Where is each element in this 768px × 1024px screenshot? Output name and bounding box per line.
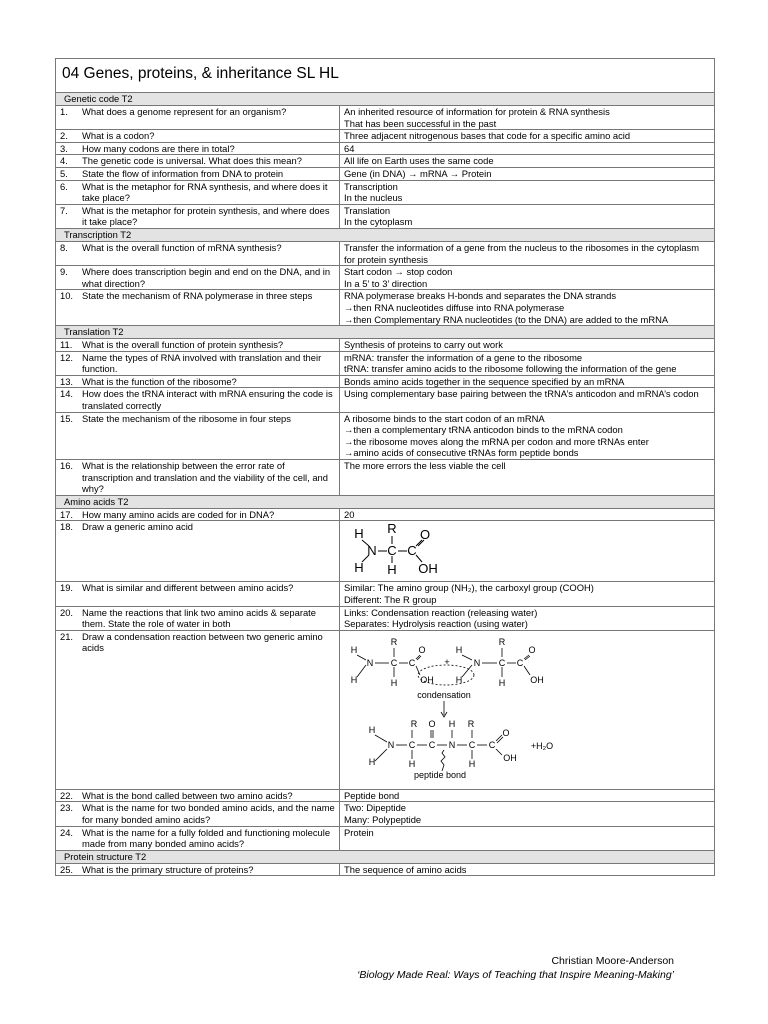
question-text: What is the overall function of protein synthesis? [82, 339, 284, 351]
answer-line: In the nucleus [344, 192, 403, 204]
svg-text:C: C [387, 543, 397, 559]
svg-text:C: C [488, 739, 496, 750]
question-number: 8. [60, 241, 68, 253]
question-text: Name the types of RNA involved with translation and their function. [82, 351, 322, 375]
question-cell [56, 826, 340, 850]
question-text: What is a codon? [82, 130, 155, 142]
answer-line: Links: Condensation reaction (releasing water) [344, 606, 538, 618]
svg-text:R: R [390, 636, 398, 647]
svg-text:O: O [528, 644, 536, 655]
section-header [56, 850, 715, 863]
svg-text:H: H [387, 562, 397, 578]
question-cell [56, 180, 340, 204]
amino-acid-diagram [344, 521, 464, 577]
answer-cell [340, 826, 715, 850]
answer-line: Protein [344, 826, 374, 838]
svg-text:H: H [448, 718, 456, 729]
table-row [56, 863, 715, 876]
answer-line: →then a complementary tRNA anticodon binds to the mRNA codon [344, 424, 623, 436]
svg-text:C: C [516, 657, 524, 668]
svg-text:N: N [448, 739, 456, 750]
question-cell [56, 204, 340, 228]
table-row [56, 521, 715, 582]
svg-text:H: H [468, 758, 476, 769]
condensation-diagram [344, 631, 564, 781]
question-text: What is the metaphor for RNA synthesis, and where does it take place? [82, 180, 328, 204]
svg-text:N: N [473, 657, 481, 668]
svg-text:H: H [354, 526, 364, 542]
answer-cell [340, 789, 715, 802]
table-row [56, 606, 715, 630]
answer-line: →amino acids of consecutive tRNAs form peptide bonds [344, 447, 579, 459]
answer-line: The sequence of amino acids [344, 863, 467, 875]
answer-cell [340, 106, 715, 130]
svg-text:OH: OH [530, 674, 544, 685]
author: Christian Moore-Anderson [551, 955, 674, 967]
svg-text:C: C [468, 739, 476, 750]
svg-text:O: O [428, 718, 436, 729]
answer-cell [340, 412, 715, 459]
answer-cell [340, 130, 715, 143]
question-number: 12. [60, 351, 74, 363]
section-header [56, 495, 715, 508]
question-number: 21. [60, 630, 74, 642]
question-text: The genetic code is universal. What does this mean? [82, 155, 302, 167]
question-cell [56, 339, 340, 352]
question-cell [56, 460, 340, 496]
answer-cell [340, 388, 715, 412]
svg-text:N: N [387, 739, 395, 750]
answer-cell [340, 180, 715, 204]
book-title: ‘Biology Made Real: Ways of Teaching that Inspire Meaning-Making’ [357, 969, 674, 981]
question-number: 22. [60, 789, 74, 801]
answer-cell [340, 339, 715, 352]
answer-line: →then RNA nucleotides diffuse into RNA polymerase [344, 301, 565, 313]
svg-text:N: N [367, 543, 377, 559]
svg-text:condensation: condensation [417, 689, 471, 700]
question-number: 24. [60, 826, 74, 838]
svg-text:OH: OH [420, 674, 434, 685]
question-cell [56, 155, 340, 168]
question-text: Draw a condensation reaction between two generic amino acids [82, 630, 323, 654]
svg-text:O: O [419, 527, 431, 543]
table-row [56, 180, 715, 204]
question-number: 5. [60, 167, 68, 179]
answer-line: 64 [344, 142, 355, 154]
svg-text:H: H [350, 674, 358, 685]
table-row [56, 388, 715, 412]
question-number: 7. [60, 204, 68, 216]
table-row [56, 789, 715, 802]
answer-line: An inherited resource of information for protein & RNA synthesis [344, 106, 610, 117]
answer-cell [340, 167, 715, 180]
answer-line: That has been successful in the past [344, 117, 497, 129]
question-number: 25. [60, 863, 74, 875]
section-title: Translation T2 [56, 326, 715, 339]
answer-cell [340, 521, 715, 582]
answer-line: The more errors the less viable the cell [344, 460, 506, 472]
table-row [56, 826, 715, 850]
svg-text:C: C [408, 739, 416, 750]
question-text: What is the primary structure of proteins? [82, 863, 254, 875]
table-row [56, 290, 715, 326]
question-cell [56, 388, 340, 412]
question-text: State the mechanism of the ribosome in four steps [82, 412, 291, 424]
question-text: What is similar and different between amino acids? [82, 582, 294, 594]
question-text: Name the reactions that link two amino acids & separate them. State the role of water in both [82, 606, 316, 630]
svg-text:O: O [418, 644, 426, 655]
svg-text:H: H [350, 644, 358, 655]
answer-cell [340, 142, 715, 155]
answer-line: Many: Polypeptide [344, 813, 422, 825]
section-title: Transcription T2 [56, 228, 715, 241]
table-row [56, 106, 715, 130]
svg-text:+H₂O: +H₂O [530, 740, 554, 751]
question-text: Where does transcription begin and end on the DNA, and in what direction? [82, 266, 331, 289]
answer-cell [340, 266, 715, 290]
question-number: 19. [60, 582, 74, 594]
question-text: How many codons are there in total? [82, 142, 235, 154]
answer-line: Similar: The amino group (NH₂), the carboxyl group (COOH) [344, 582, 594, 594]
answer-cell [340, 204, 715, 228]
svg-text:R: R [410, 718, 418, 729]
answer-line: Separates: Hydrolysis reaction (using water) [344, 618, 528, 630]
page-title: 04 Genes, proteins, & inheritance SL HL [55, 58, 715, 92]
question-number: 20. [60, 606, 74, 618]
question-cell [56, 130, 340, 143]
question-cell [56, 789, 340, 802]
svg-text:+: + [444, 656, 450, 667]
answer-cell [340, 290, 715, 326]
question-cell [56, 241, 340, 265]
svg-text:H: H [498, 677, 506, 688]
question-number: 13. [60, 375, 74, 387]
question-number: 16. [60, 460, 74, 472]
table-row [56, 130, 715, 143]
svg-text:peptide bond: peptide bond [413, 769, 467, 780]
svg-text:C: C [428, 739, 436, 750]
table-row [56, 266, 715, 290]
question-text: What is the relationship between the error rate of transcription and translation and the viability of the cell, and why? [82, 460, 328, 495]
svg-text:C: C [390, 657, 398, 668]
answer-line: tRNA: transfer amino acids to the ribosome following the information of the gene [344, 363, 677, 375]
answer-line: →then Complementary RNA nucleotides (to the DNA) are added to the mRNA [344, 313, 669, 325]
question-number: 10. [60, 290, 74, 302]
question-cell [56, 106, 340, 130]
answer-cell [340, 351, 715, 375]
question-text: What does a genome represent for an organism? [82, 106, 287, 117]
question-cell [56, 630, 340, 789]
svg-text:R: R [387, 521, 397, 537]
svg-text:H: H [368, 724, 376, 735]
answer-line: 20 [344, 508, 355, 520]
answer-cell [340, 863, 715, 876]
question-text: What is the metaphor for protein synthesis, and where does it take place? [82, 204, 330, 228]
table-row [56, 351, 715, 375]
question-cell [56, 351, 340, 375]
question-number: 14. [60, 388, 74, 400]
question-cell [56, 142, 340, 155]
answer-cell [340, 155, 715, 168]
answer-cell [340, 630, 715, 789]
table-row [56, 460, 715, 496]
answer-line: Different: The R group [344, 594, 437, 605]
question-number: 6. [60, 180, 68, 192]
svg-text:H: H [354, 560, 364, 576]
question-text: How does the tRNA interact with mRNA ensuring the code is translated correctly [82, 388, 333, 412]
question-cell [56, 412, 340, 459]
question-number: 23. [60, 802, 74, 814]
table-row [56, 339, 715, 352]
answer-line: A ribosome binds to the start codon of an mRNA [344, 412, 545, 424]
question-text: How many amino acids are coded for in DNA? [82, 508, 275, 520]
question-cell [56, 266, 340, 290]
answer-cell [340, 802, 715, 826]
answer-cell [340, 460, 715, 496]
question-cell [56, 375, 340, 388]
svg-text:R: R [467, 718, 475, 729]
answer-line: Bonds amino acids together in the sequence specified by an mRNA [344, 375, 625, 387]
question-text: What is the function of the ribosome? [82, 375, 237, 387]
answer-line: Start codon → stop codon [344, 266, 453, 278]
section-title: Genetic code T2 [56, 93, 715, 106]
answer-line: Using complementary base pairing between the tRNA’s anticodon and mRNA’s codon [344, 388, 699, 400]
answer-line: →the ribosome moves along the mRNA per codon and more tRNAs enter [344, 435, 649, 447]
svg-text:C: C [498, 657, 506, 668]
svg-text:N: N [366, 657, 374, 668]
question-cell [56, 521, 340, 582]
answer-line: Gene (in DNA) → mRNA → Protein [344, 167, 492, 179]
svg-text:OH: OH [418, 561, 438, 577]
question-text: What is the name for two bonded amino acids, and the name for many bonded amino acids? [82, 802, 335, 825]
qa-table [55, 92, 715, 876]
answer-line: mRNA: transfer the information of a gene to the ribosome [344, 351, 583, 363]
answer-line: Peptide bond [344, 789, 400, 801]
answer-line: In a 5’ to 3’ direction [344, 277, 428, 289]
table-row [56, 412, 715, 459]
table-row [56, 241, 715, 265]
svg-text:H: H [408, 758, 416, 769]
question-cell [56, 582, 340, 606]
section-header [56, 93, 715, 106]
question-number: 2. [60, 130, 68, 142]
question-number: 11. [60, 339, 73, 351]
question-number: 17. [60, 508, 74, 520]
answer-cell [340, 508, 715, 521]
worksheet [55, 58, 715, 876]
answer-line: Transfer the information of a gene from the nucleus to the ribosomes in the cytoplasm for protein synthesis [344, 241, 700, 265]
table-row [56, 802, 715, 826]
question-text: State the mechanism of RNA polymerase in three steps [82, 290, 313, 302]
question-cell [56, 290, 340, 326]
table-row [56, 508, 715, 521]
table-row [56, 155, 715, 168]
question-number: 1. [60, 106, 68, 117]
question-text: State the flow of information from DNA to protein [82, 167, 284, 179]
question-number: 9. [60, 266, 68, 278]
svg-text:C: C [407, 543, 417, 559]
question-number: 3. [60, 142, 68, 154]
question-cell [56, 863, 340, 876]
svg-text:R: R [498, 636, 506, 647]
table-row [56, 204, 715, 228]
svg-text:H: H [455, 674, 463, 685]
table-row [56, 582, 715, 606]
answer-line: Two: Dipeptide [344, 802, 407, 814]
question-number: 4. [60, 155, 68, 167]
svg-text:C: C [408, 657, 416, 668]
question-number: 18. [60, 521, 74, 533]
question-cell [56, 508, 340, 521]
section-title: Protein structure T2 [56, 850, 715, 863]
svg-text:O: O [502, 727, 510, 738]
answer-line: Transcription [344, 180, 398, 192]
answer-line: All life on Earth uses the same code [344, 155, 494, 167]
question-cell [56, 802, 340, 826]
question-text: Draw a generic amino acid [82, 521, 193, 533]
svg-text:OH: OH [503, 752, 517, 763]
answer-line: In the cytoplasm [344, 216, 413, 228]
answer-cell [340, 582, 715, 606]
question-text: What is the name for a fully folded and functioning molecule made from many bonded amino acids? [82, 826, 331, 850]
question-number: 15. [60, 412, 74, 424]
answer-line: Three adjacent nitrogenous bases that code for a specific amino acid [344, 130, 631, 142]
answer-cell [340, 375, 715, 388]
svg-text:H: H [368, 756, 376, 767]
answer-line: Translation [344, 204, 391, 216]
question-cell [56, 606, 340, 630]
table-row [56, 142, 715, 155]
answer-line: RNA polymerase breaks H-bonds and separates the DNA strands [344, 290, 617, 302]
answer-line: Synthesis of proteins to carry out work [344, 339, 503, 351]
table-row [56, 167, 715, 180]
section-header [56, 326, 715, 339]
svg-text:H: H [455, 644, 463, 655]
section-title: Amino acids T2 [56, 495, 715, 508]
question-text: What is the bond called between two amino acids? [82, 789, 293, 801]
question-text: What is the overall function of mRNA synthesis? [82, 241, 282, 253]
footer [357, 954, 674, 982]
table-row [56, 630, 715, 789]
question-cell [56, 167, 340, 180]
answer-cell [340, 241, 715, 265]
section-header [56, 228, 715, 241]
svg-text:H: H [390, 677, 398, 688]
table-row [56, 375, 715, 388]
answer-cell [340, 606, 715, 630]
